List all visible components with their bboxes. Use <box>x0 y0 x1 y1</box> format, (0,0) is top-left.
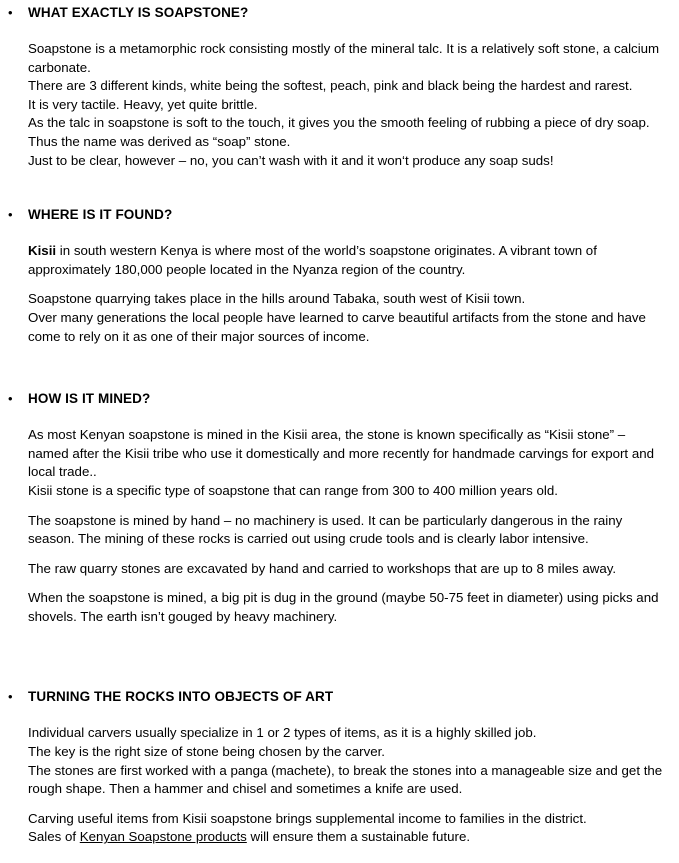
section-body <box>28 426 665 626</box>
bullet-icon: • <box>8 207 13 223</box>
section-heading-row <box>8 688 679 706</box>
section-heading-row <box>8 4 679 22</box>
paragraph: As most Kenyan soapstone is mined in the Kisii area, the stone is known specifically as “Kisii stone” – named after the Kisii tribe who use it domestically and more recently for handmade carvings for export and local trade.. <box>28 427 655 480</box>
paragraph: Soapstone quarrying takes place in the hills around Tabaka, south west of Kisii town. <box>28 291 526 307</box>
paragraph: Carving useful items from Kisii soapstone brings supplemental income to families in the district. <box>28 810 587 826</box>
paragraph: Soapstone is a metamorphic rock consisting mostly of the mineral talc. It is a relatively soft stone, a calcium carbonate. <box>28 41 660 75</box>
paragraph: The key is the right size of stone being chosen by the carver. <box>28 744 385 760</box>
section-turning-rocks-into-art <box>0 688 679 847</box>
section-body <box>28 242 665 346</box>
paragraph: Individual carvers usually specialize in 1 or 2 types of items, as it is a highly skilled job. <box>28 725 537 741</box>
closing-prefix: Sales of <box>28 829 80 845</box>
paragraph: It is very tactile. Heavy, yet quite brittle. <box>28 96 258 112</box>
closing-suffix: will ensure them a sustainable future. <box>246 829 471 845</box>
bullet-icon: • <box>8 689 13 705</box>
section-heading-row <box>8 390 679 408</box>
section-what-is-soapstone <box>0 4 679 170</box>
section-heading: WHERE IS IT FOUND? <box>28 207 173 223</box>
paragraph-with-link <box>28 828 665 847</box>
bullet-icon: • <box>8 5 13 20</box>
paragraph: The soapstone is mined by hand – no machinery is used. It can be particularly dangerous in the rainy season. The mining of these rocks is carried out using crude tools and is clearly labor intensive. <box>28 512 623 547</box>
section-body <box>28 40 665 170</box>
paragraph: When the soapstone is mined, a big pit is dug in the ground (maybe 50-75 feet in diameter) using picks and shovels. The earth isn’t gouged by heavy machinery. <box>28 590 659 624</box>
paragraph: Kisii stone is a specific type of soapstone that can range from 300 to 400 million years old. <box>28 482 558 498</box>
section-heading-row <box>8 206 679 224</box>
section-how-is-it-mined <box>0 390 679 626</box>
paragraph: Over many generations the local people have learned to carve beautiful artifacts from the stone and have come to rely on it as one of their major sources of income. <box>28 309 646 344</box>
section-heading: HOW IS IT MINED? <box>28 391 151 407</box>
paragraph: As the talc in soapstone is soft to the touch, it gives you the smooth feeling of rubbing a piece of dry soap. Thus the name was derived as “soap” stone. <box>28 115 650 149</box>
paragraph-with-emphasis <box>28 242 665 279</box>
section-heading: WHAT EXACTLY IS SOAPSTONE? <box>28 5 249 20</box>
paragraph: The raw quarry stones are excavated by hand and carried to workshops that are up to 8 miles away. <box>28 560 617 576</box>
paragraph: There are 3 different kinds, white being the softest, peach, pink and black being the hardest and rarest. <box>28 78 633 94</box>
section-where-is-it-found <box>0 206 679 346</box>
paragraph: Just to be clear, however – no, you can’t wash with it and it won‘t produce any soap suds! <box>28 152 554 168</box>
section-heading: TURNING THE ROCKS INTO OBJECTS OF ART <box>28 689 334 705</box>
emphasis-kisii: Kisii <box>28 243 57 259</box>
kenyan-soapstone-products-link[interactable]: Kenyan Soapstone products <box>79 829 247 845</box>
bullet-icon: • <box>8 391 13 407</box>
paragraph-rest: in south western Kenya is where most of the world’s soapstone originates. A vibrant town of approximately 180,000 people located in the Nyanza region of the country. <box>28 243 597 277</box>
paragraph: The stones are first worked with a panga (machete), to break the stones into a manageable size and get the rough shape. Then a hammer and chisel and sometimes a knife are used. <box>28 762 663 797</box>
section-body <box>28 724 665 847</box>
